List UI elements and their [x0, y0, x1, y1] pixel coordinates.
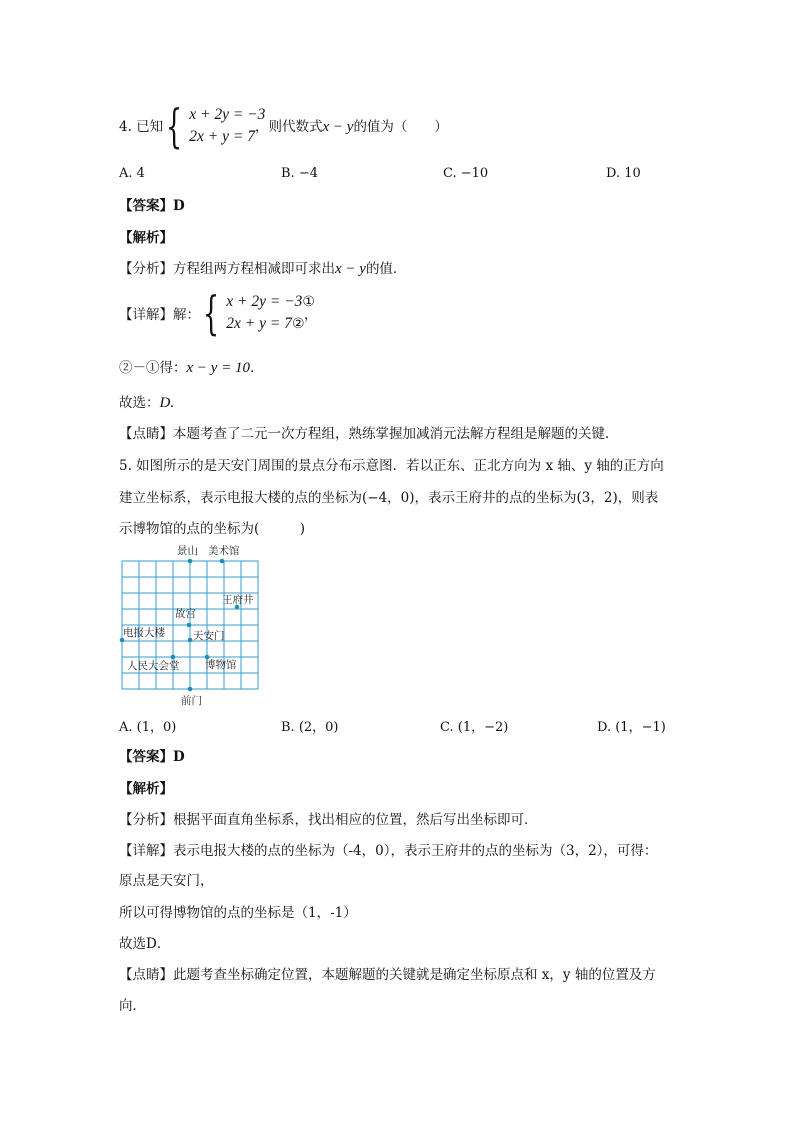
q5-line3: 示博物馆的点的坐标为( ) — [119, 521, 306, 537]
q5-map-figure — [115, 543, 265, 708]
q5-analysis-title: 【解析】 — [119, 781, 173, 797]
q4-analysis — [119, 259, 406, 279]
q5-detail2: 原点是天安门， — [119, 873, 214, 889]
q5-detail3: 所以可得博物馆的点的坐标是（1，-1） — [119, 905, 357, 921]
q4-prefix: 已知 — [136, 119, 164, 135]
q4-detail-system — [203, 286, 315, 340]
point-tiananmen — [188, 638, 193, 643]
q4-choose-label: 故选： — [119, 395, 160, 411]
q4-detail-eq1: x + 2y = −3 — [226, 293, 303, 310]
q4-detail-comma: ， — [304, 307, 318, 323]
q4-stem — [119, 117, 163, 137]
q4-eq2: 2x + y = 7 — [189, 128, 255, 145]
label-tiananmen: 天安门 — [193, 630, 225, 642]
q5-analysis: 【分析】根据平面直角坐标系，找出相应的位置，然后写出坐标即可． — [119, 812, 538, 828]
q4-suffix-pre: ，则代数式 — [255, 119, 323, 135]
q5-comment1: 【点睛】此题考查坐标确定位置，本题解题的关键就是确定坐标原点和 x，y 轴的位置及方 — [119, 967, 656, 983]
q5-choose: 故选D． — [119, 936, 171, 952]
q4-suffix-post: 的值为（ ） — [353, 119, 448, 135]
q4-option-d: D. 10 — [606, 166, 641, 181]
q4-expr: x − y — [322, 119, 354, 135]
q4-option-c: C. −10 — [443, 166, 489, 181]
circle-two-icon: ② — [291, 316, 305, 332]
q4-analysis-pre: 【分析】方程组两方程相减即可求出 — [119, 261, 335, 277]
q5-answer: 【答案】D — [119, 749, 185, 765]
q4-option-b: B. −4 — [281, 166, 318, 181]
q4-eq1: x + 2y = −3 — [189, 106, 266, 123]
q4-analysis-post: 的值． — [365, 261, 407, 277]
q4-step — [119, 358, 264, 378]
q4-stem-rest — [255, 117, 448, 137]
q4-analysis-title: 【解析】 — [119, 230, 173, 246]
label-wangfujing: 王府井 — [222, 594, 254, 606]
q4-step-label: ②－①得： — [119, 360, 187, 376]
q4-answer: 【答案】D — [119, 198, 185, 214]
circle-one-icon: ① — [302, 294, 315, 310]
q4-number: 4. — [119, 119, 132, 135]
q4-analysis-expr: x − y — [335, 261, 366, 277]
q4-option-a: A. 4 — [119, 166, 145, 181]
q5-option-b: B. (2，0) — [281, 720, 339, 735]
q4-step-expr: x − y = 10 — [186, 360, 251, 376]
q4-step-end: ． — [250, 360, 264, 376]
q4-choose — [119, 393, 174, 413]
q4-comment: 【点睛】本题考查了二元一次方程组，熟练掌握加减消元法解方程组是解题的关键． — [119, 426, 619, 442]
q4-detail-label: 【详解】解： — [119, 307, 200, 323]
label-renmin: 人民大会堂 — [127, 660, 180, 672]
label-qianmen: 前门 — [181, 695, 202, 707]
q5-line1: 5. 如图所示的是天安门周围的景点分布示意图．若以正东、正北方向为 x 轴、y 轴的正方向 — [119, 458, 664, 474]
point-renmin — [171, 655, 176, 660]
brace-icon: { — [166, 99, 183, 153]
point-gugong — [187, 623, 192, 628]
label-jingshan: 景山 — [177, 545, 198, 557]
label-gugong: 故宫 — [175, 608, 196, 620]
label-bowuguan: 博物馆 — [205, 659, 237, 671]
point-meishuguan — [220, 559, 225, 564]
q5-option-c: C. (1，−2) — [440, 720, 509, 735]
q5-detail1: 【详解】表示电报大楼的点的坐标为（-4，0），表示王府井的点的坐标为（3，2），可得： — [119, 843, 658, 859]
q5-option-a: A. (1，0) — [119, 720, 177, 735]
brace-icon: { — [203, 286, 220, 340]
q5-line2: 建立坐标系，表示电报大楼的点的坐标为(−4，0)，表示王府井的点的坐标为(3，2)，则表 — [119, 490, 659, 506]
q4-detail-eq2: 2x + y = 7 — [226, 315, 292, 332]
q4-detail-eq1-row — [226, 291, 315, 313]
q5-comment2: 向． — [119, 998, 146, 1014]
point-qianmen — [188, 687, 193, 692]
q4-detail-eq2-row — [226, 313, 315, 335]
q4-system — [166, 99, 266, 153]
label-dianbao: 电报大楼 — [123, 627, 165, 639]
label-meishuguan: 美术馆 — [208, 545, 240, 557]
q4-choose-value: D. — [159, 395, 175, 411]
q5-option-d: D. (1，−1) — [597, 720, 666, 735]
point-jingshan — [188, 559, 193, 564]
